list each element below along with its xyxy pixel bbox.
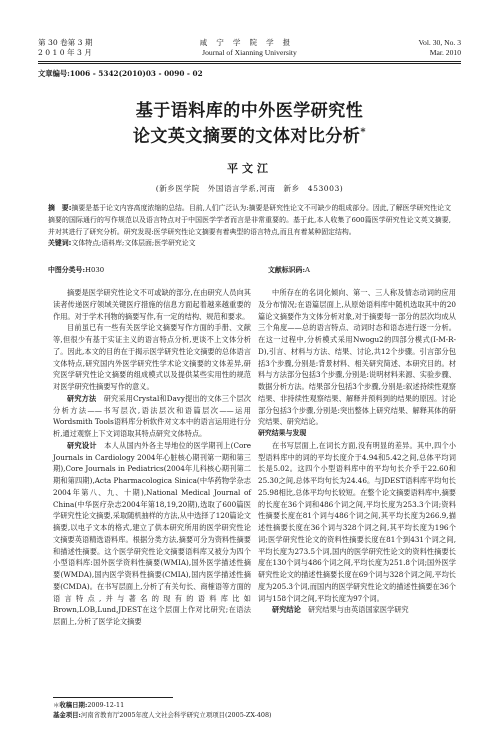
title-line-2-text: 论文英文摘要的文体对比分析 [132,126,361,147]
body-paragraph [258,604,456,616]
header-rule-thin [38,63,461,64]
abstract-text: 摘要是基于论文内容高度浓缩的总结。目前,人们广泛认为:摘要是研究性论文不可缺少的组成部分。因此,了解医学研究性论文摘要的国际通行的写作规范以及语言特点对于中国医学学者而言是非常重要的。基于此,本人收集了600篇医学研究性论文英文摘要,并对其进行了研究分析。研究发现:医学研究性论文摘要有着典型的语言特点,而且有着某种固定结构。 [48,204,451,236]
header-rule [38,61,461,62]
body-column-left [53,287,251,628]
footnote-received: ＊收稿日期:2009-12-11 [53,701,125,709]
run-in-heading: 研究结论 [272,605,301,615]
run-in-heading: 研究方法 [67,393,97,403]
paper-title [0,100,499,148]
journal-name-cn: 咸宁学院学报 [199,38,300,47]
body-paragraph: 目前虽已有一些有关医学论文摘要写作方面的手册、文献等,但很少有基于实证主义的语言特点分析,更谈不上文体分析了。因此,本文的目的在于揭示医学研究性论文摘要的总体语言文体特点,研究国内外医学研究性学术论文摘要的文体差异,研究医学研究性论文摘要的组成模式以及提供某些实用性的规范对医学研究性摘要写作的意义。 [53,323,251,391]
abstract-block [48,203,451,250]
footnote-rule [53,697,173,698]
body-column-right [258,287,456,616]
paragraph-text: 研究结果与由英语国家医学研究 [300,605,409,615]
run-in-heading: 研究设计 [67,440,97,450]
paragraph-text: 本人从国内外各主导地位的医学期刊上(Core Journals in Cardiology 2004年心脏核心期刊第一期和第三期),Core Journals in Pediatrics(2004年儿科核心期刊第二期和第四期),Acta Pharmacologica Sinica(中华药物学杂志2004年第八、九、十期),National Medical Journal of China(中华医疗杂志2004年第18,19,20期),选取了600篇医学研究性论文摘要,采取随机抽样的方法,从中选择了120篇论文摘要,以电子文本的格式,建立了供本研究所用的医学研究性论文摘要英语精选语料库。根据分类方法,摘要可分为资料性摘要和描述性摘要。这个医学研究性论文摘要语料库又被分为四个小型语料库:国外医学资料性摘要(WMIA),国外医学描述性摘要(WMDA),国内医学资料性摘要(CMIA),国内医学描述性摘要(CMDA)。在书写层面上,分析了有关句长、商榷语等方面的语言特点,并与著名的现有的语料库比如Brown,LOB,Lund,JDEST在这个层面上作对比研究;在语法层面上,分析了医学论文摘要 [53,440,251,626]
body-paragraph: 在书写层面上,在词长方面,没有明显的差异。其中,四个小型语料库中的词的平均长度介于4.94和5.42之间,总体平均词长是5.02。这四个小型语料库中的平均句长介乎于22.60和25.30之间,总体平均句长为24.46。与JDEST语料库平均句长25.98相比,总体平均句长较短。在整个论文摘要语料库中,摘要的长度在36个词和486个词之间,平均长度为253.3个词;资料性摘要长度在81个词与486个词之间,其平均长度为266.9,描述性摘要长度在36个词与328个词之间,其平均长度为196个词;医学研究性论文的资料性摘要长度在81个到431个词之间,平均长度为273.5个词,国内的医学研究性论文的资料性摘要长度在130个词与486个词之间,平均长度为251.8个词;国外医学研究性论文的描述性摘要长度在69个词与328个词之间,平均长度为205.3个词,而国内的医学研究性论文的描述性摘要在36个词与158个词之间,平均长度为97个词。 [258,440,456,603]
header-volume-issue: 第 30 卷第 3 期 [38,38,93,47]
clc-number [48,265,104,277]
footnote-fund [53,710,272,720]
document-code-label: 文献标识码: [268,266,305,274]
body-paragraph: 摘要是医学研究性论文不可或缺的部分,在由研究人员向其读者传递医疗领域关键医疗措施的信息方面起着越来越重要的作用。对于学术刊物的摘要写作,有一定的结构、规范和要求。 [53,288,251,321]
header-date-en: Mar. 2010 [429,48,461,57]
running-header [38,38,461,60]
document-code [268,265,310,277]
author-affiliation: (新乡医学院 外国语言学系,河南 新乡 453003) [155,184,344,193]
paragraph-text: 研究采用Crystal和Davy提出的文体三个层次分析方法——书写层次,语法层次和语篇层次——运用Wordsmith Tools语料库分析软件对文本中的语言运用进行分析,通过观察上下文词语取其特点研究文体特点。 [53,393,251,438]
body-paragraph [53,440,251,628]
author-name: 平文江 [227,162,272,175]
header-volume-en: Vol. 30, No. 3 [418,38,461,47]
keywords-label: 关键词: [48,239,72,248]
keywords-text: 文体特点;语料库;文体层面;医学研究论文 [71,239,196,248]
body-paragraph [53,393,251,440]
header-journal [38,38,461,58]
section-heading: 研究结果与发现 [258,429,307,437]
article-number: 文章编号:1006 - 5342(2010)03 - 0090 - 02 [38,69,203,78]
received-label: 收稿日期: [59,701,88,709]
header-date-cn: 2 0 1 0 年 3 月 [38,48,92,57]
header-vol-en [419,38,461,58]
title-line-2 [0,122,499,148]
abstract-label: 摘 要: [48,204,72,212]
clc-value: H030 [85,266,105,274]
journal-name-en: Journal of Xianning University [202,48,297,57]
fund-label: 基金项目: [53,711,81,719]
fund-text: 河南省教育厅2005年度人文社会科学研究立项项目(2005-ZX-408) [80,711,272,719]
document-code-value: A [305,266,310,274]
footnote [53,700,272,720]
title-footnote-mark: * [360,127,367,138]
title-line-1: 基于语料库的中外医学研究性 [135,101,364,121]
body-paragraph: 中所存在的名词化倾向、第一、三人称及情态动词的应用及分布情况;在语篇层面上,从原始语料库中随机选取其中的20篇论文摘要作为文体分析对象,对于摘要每一部分的层次均成从三个角度——总的语言特点、动词时态和语态进行逐一分析。在这一过程中,分析模式采用Nwogu2的四部分模式(I-M-R-D),引言、材料与方法、结果、讨论,共12个步骤。引言部分包括3个步骤,分别是:背景材料、相关研究简述、本研究目的。材料与方法部分包括3个步骤,分别是:说明材料来源、实验步骤、数据分析方法。结果部分包括3个步骤,分别是:叙述持续性观察结果、非持续性观察结果、解释并预料到的结果的原因。讨论部分包括3个步骤,分别是:突出整体上研究结果、解释其体的研究结果、研究结论。 [258,288,456,427]
clc-label: 中图分类号: [48,266,85,274]
received-date: 2009-12-11 [87,701,125,709]
